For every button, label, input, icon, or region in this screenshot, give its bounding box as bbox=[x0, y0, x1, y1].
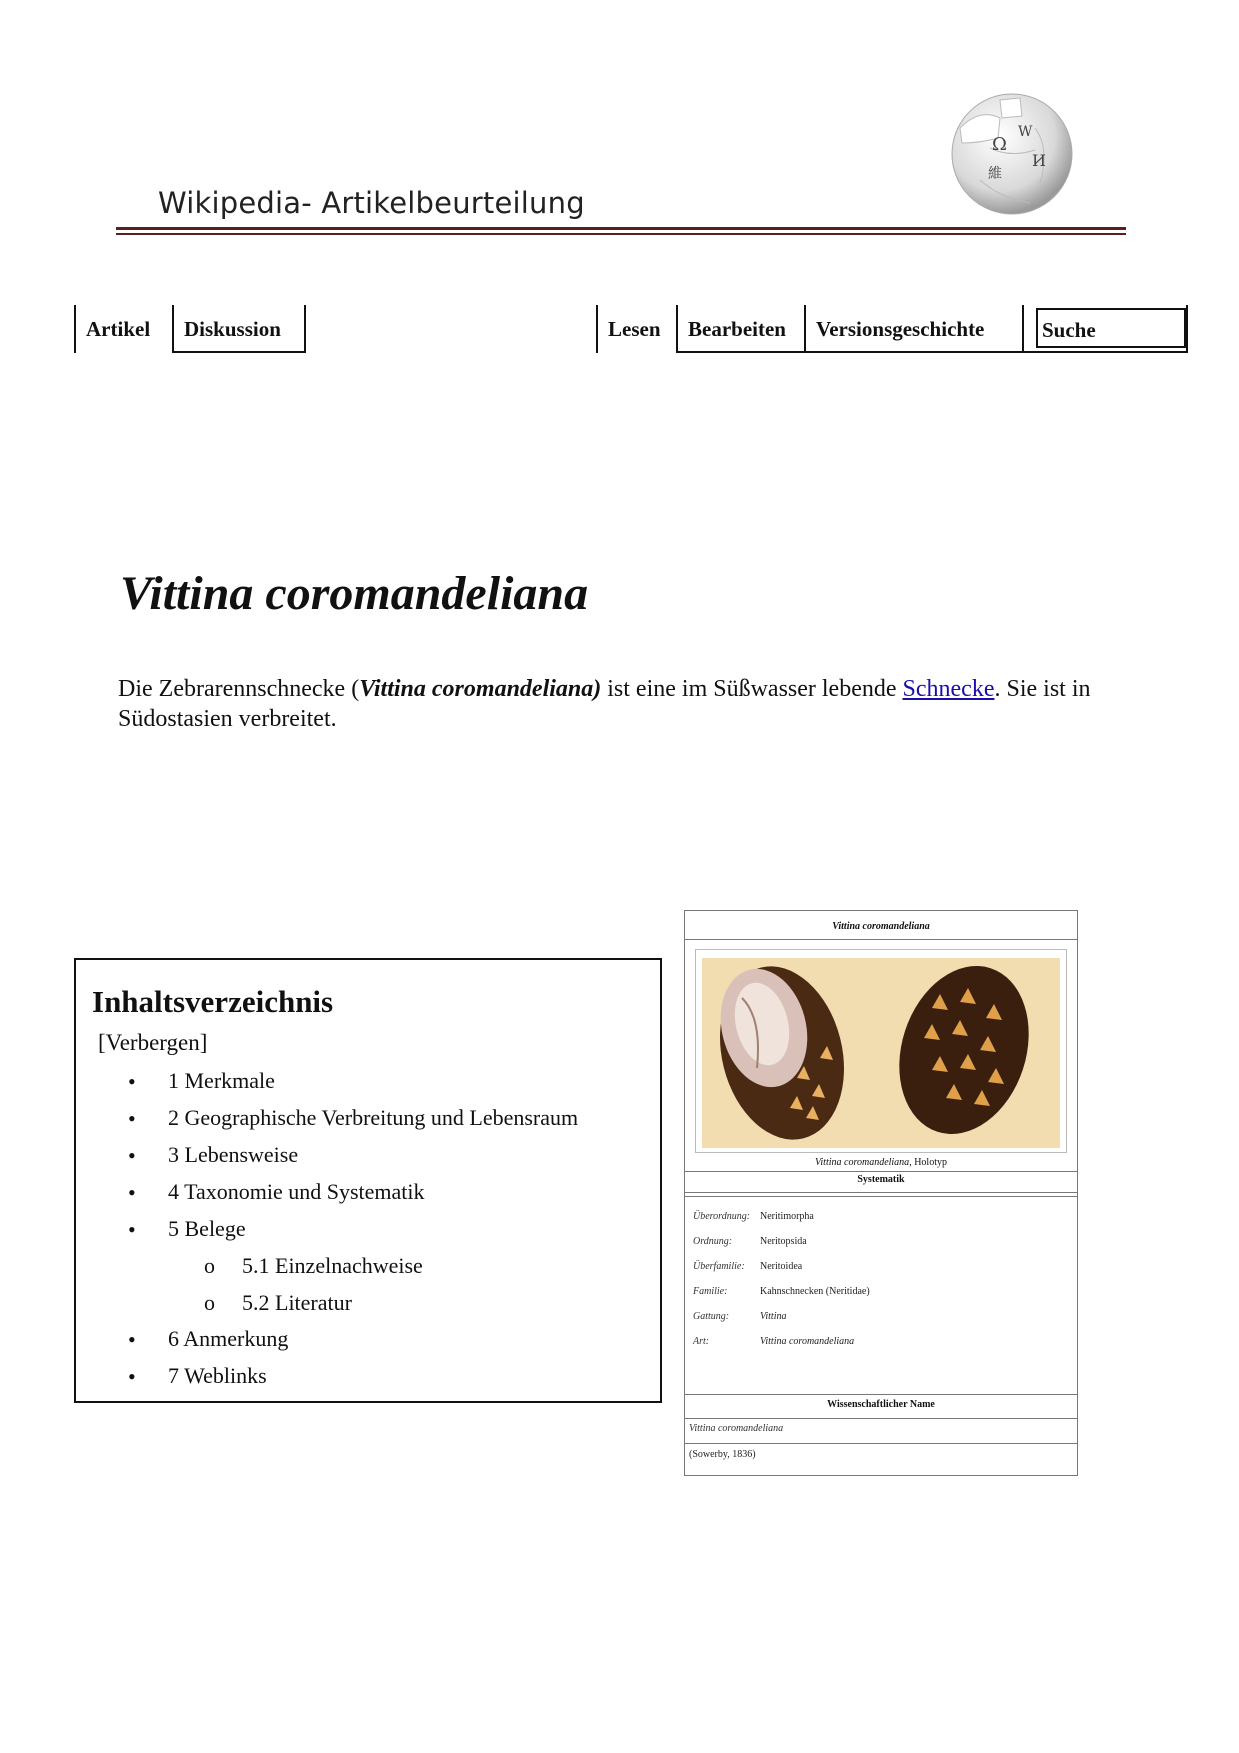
tab-divider bbox=[304, 305, 306, 353]
infobox-divider bbox=[685, 939, 1077, 940]
tab-versionsgeschichte[interactable]: Versionsgeschichte bbox=[816, 316, 985, 341]
toc-item[interactable]: 3 Lebensweise bbox=[168, 1142, 299, 1167]
tab-underline bbox=[1022, 351, 1188, 353]
intro-text: . Sie ist in Südostasien verbreitet. bbox=[118, 676, 1091, 732]
systematik-header: Systematik bbox=[857, 1174, 905, 1185]
schnecke-link[interactable]: Schnecke bbox=[902, 676, 995, 702]
image-caption bbox=[685, 1157, 1077, 1168]
circle-bullet-icon: o bbox=[204, 1253, 215, 1278]
bullet-icon: • bbox=[128, 1327, 136, 1352]
taxon-label: Familie: bbox=[693, 1286, 728, 1297]
infobox-divider bbox=[685, 1192, 1077, 1193]
bullet-icon: • bbox=[128, 1069, 136, 1094]
taxon-value: Kahnschnecken (Neritidae) bbox=[760, 1286, 870, 1297]
infobox-divider bbox=[685, 1394, 1077, 1395]
intro-species-name: Vittina coromandeliana) bbox=[359, 676, 602, 702]
snail-shell-image[interactable] bbox=[702, 958, 1060, 1148]
taxon-value: Neritimorpha bbox=[760, 1211, 814, 1222]
toc-item[interactable]: 1 Merkmale bbox=[168, 1068, 275, 1093]
intro-text: Die Zebrarennschnecke ( bbox=[118, 676, 360, 702]
header-rule-secondary bbox=[116, 233, 1126, 235]
caption-rest: , Holotyp bbox=[909, 1157, 947, 1168]
scientific-author: (Sowerby, 1836) bbox=[689, 1449, 756, 1460]
taxon-value: Vittina bbox=[760, 1311, 787, 1322]
tab-bearbeiten[interactable]: Bearbeiten bbox=[688, 316, 786, 341]
taxon-label: Art: bbox=[693, 1336, 710, 1347]
circle-bullet-icon: o bbox=[204, 1290, 215, 1315]
infobox-title: Vittina coromandeliana bbox=[832, 921, 930, 932]
infobox-divider bbox=[685, 1418, 1077, 1419]
tab-divider bbox=[1186, 305, 1188, 353]
toc-subitem[interactable]: 5.1 Einzelnachweise bbox=[242, 1253, 423, 1278]
tab-divider bbox=[1022, 305, 1024, 353]
i-glyph: И bbox=[1032, 151, 1046, 170]
toc-subitem[interactable]: 5.2 Literatur bbox=[242, 1290, 352, 1315]
taxon-value: Vittina coromandeliana bbox=[760, 1336, 855, 1347]
taxon-label: Überordnung: bbox=[693, 1211, 751, 1222]
bullet-icon: • bbox=[128, 1364, 136, 1389]
toc-item[interactable]: 2 Geographische Verbreitung und Lebensraum bbox=[168, 1105, 579, 1130]
tab-artikel[interactable]: Artikel bbox=[86, 316, 151, 341]
wikipedia-logo bbox=[940, 88, 1078, 218]
table-of-contents bbox=[74, 958, 662, 1403]
taxon-label: Überfamilie: bbox=[693, 1261, 745, 1272]
article-title: Vittina coromandeliana bbox=[120, 567, 589, 620]
toc-item[interactable]: 4 Taxonomie und Systematik bbox=[168, 1179, 425, 1204]
omega-glyph: Ω bbox=[992, 134, 1007, 155]
site-title: Wikipedia- Artikelbeurteilung bbox=[158, 186, 585, 220]
taxon-value: Neritopsida bbox=[760, 1236, 807, 1247]
toc-item[interactable]: 7 Weblinks bbox=[168, 1363, 267, 1388]
caption-species: Vittina coromandeliana bbox=[815, 1157, 910, 1168]
header-rule bbox=[116, 227, 1126, 230]
infobox-divider bbox=[685, 1196, 1077, 1197]
bullet-icon: • bbox=[128, 1180, 136, 1205]
tab-diskussion[interactable]: Diskussion bbox=[184, 316, 281, 341]
kanji-glyph: 維 bbox=[988, 166, 1002, 182]
taxobox bbox=[684, 910, 1078, 1476]
w-glyph: W bbox=[1018, 124, 1033, 140]
taxon-label: Gattung: bbox=[693, 1311, 730, 1322]
toc-item[interactable]: 6 Anmerkung bbox=[168, 1326, 289, 1351]
article-intro bbox=[118, 674, 1118, 734]
bullet-icon: • bbox=[128, 1106, 136, 1131]
toc-item[interactable]: 5 Belege bbox=[168, 1216, 246, 1241]
toc-title: Inhaltsverzeichnis bbox=[92, 984, 334, 1019]
scientific-name: Vittina coromandeliana bbox=[689, 1423, 784, 1434]
infobox-divider bbox=[685, 1443, 1077, 1444]
tab-lesen[interactable]: Lesen bbox=[608, 316, 661, 341]
scientific-name-header: Wissenschaftlicher Name bbox=[827, 1399, 935, 1410]
search-input[interactable]: Suche bbox=[1036, 308, 1186, 348]
taxon-label: Ordnung: bbox=[693, 1236, 733, 1247]
holotype-image-frame bbox=[695, 949, 1067, 1153]
bullet-icon: • bbox=[128, 1217, 136, 1242]
bullet-icon: • bbox=[128, 1143, 136, 1168]
toc-hide-toggle[interactable]: [Verbergen] bbox=[98, 1030, 208, 1055]
infobox-divider bbox=[685, 1171, 1077, 1172]
taxon-value: Neritoidea bbox=[760, 1261, 803, 1272]
intro-text: ist eine im Süßwasser lebende bbox=[601, 676, 903, 702]
